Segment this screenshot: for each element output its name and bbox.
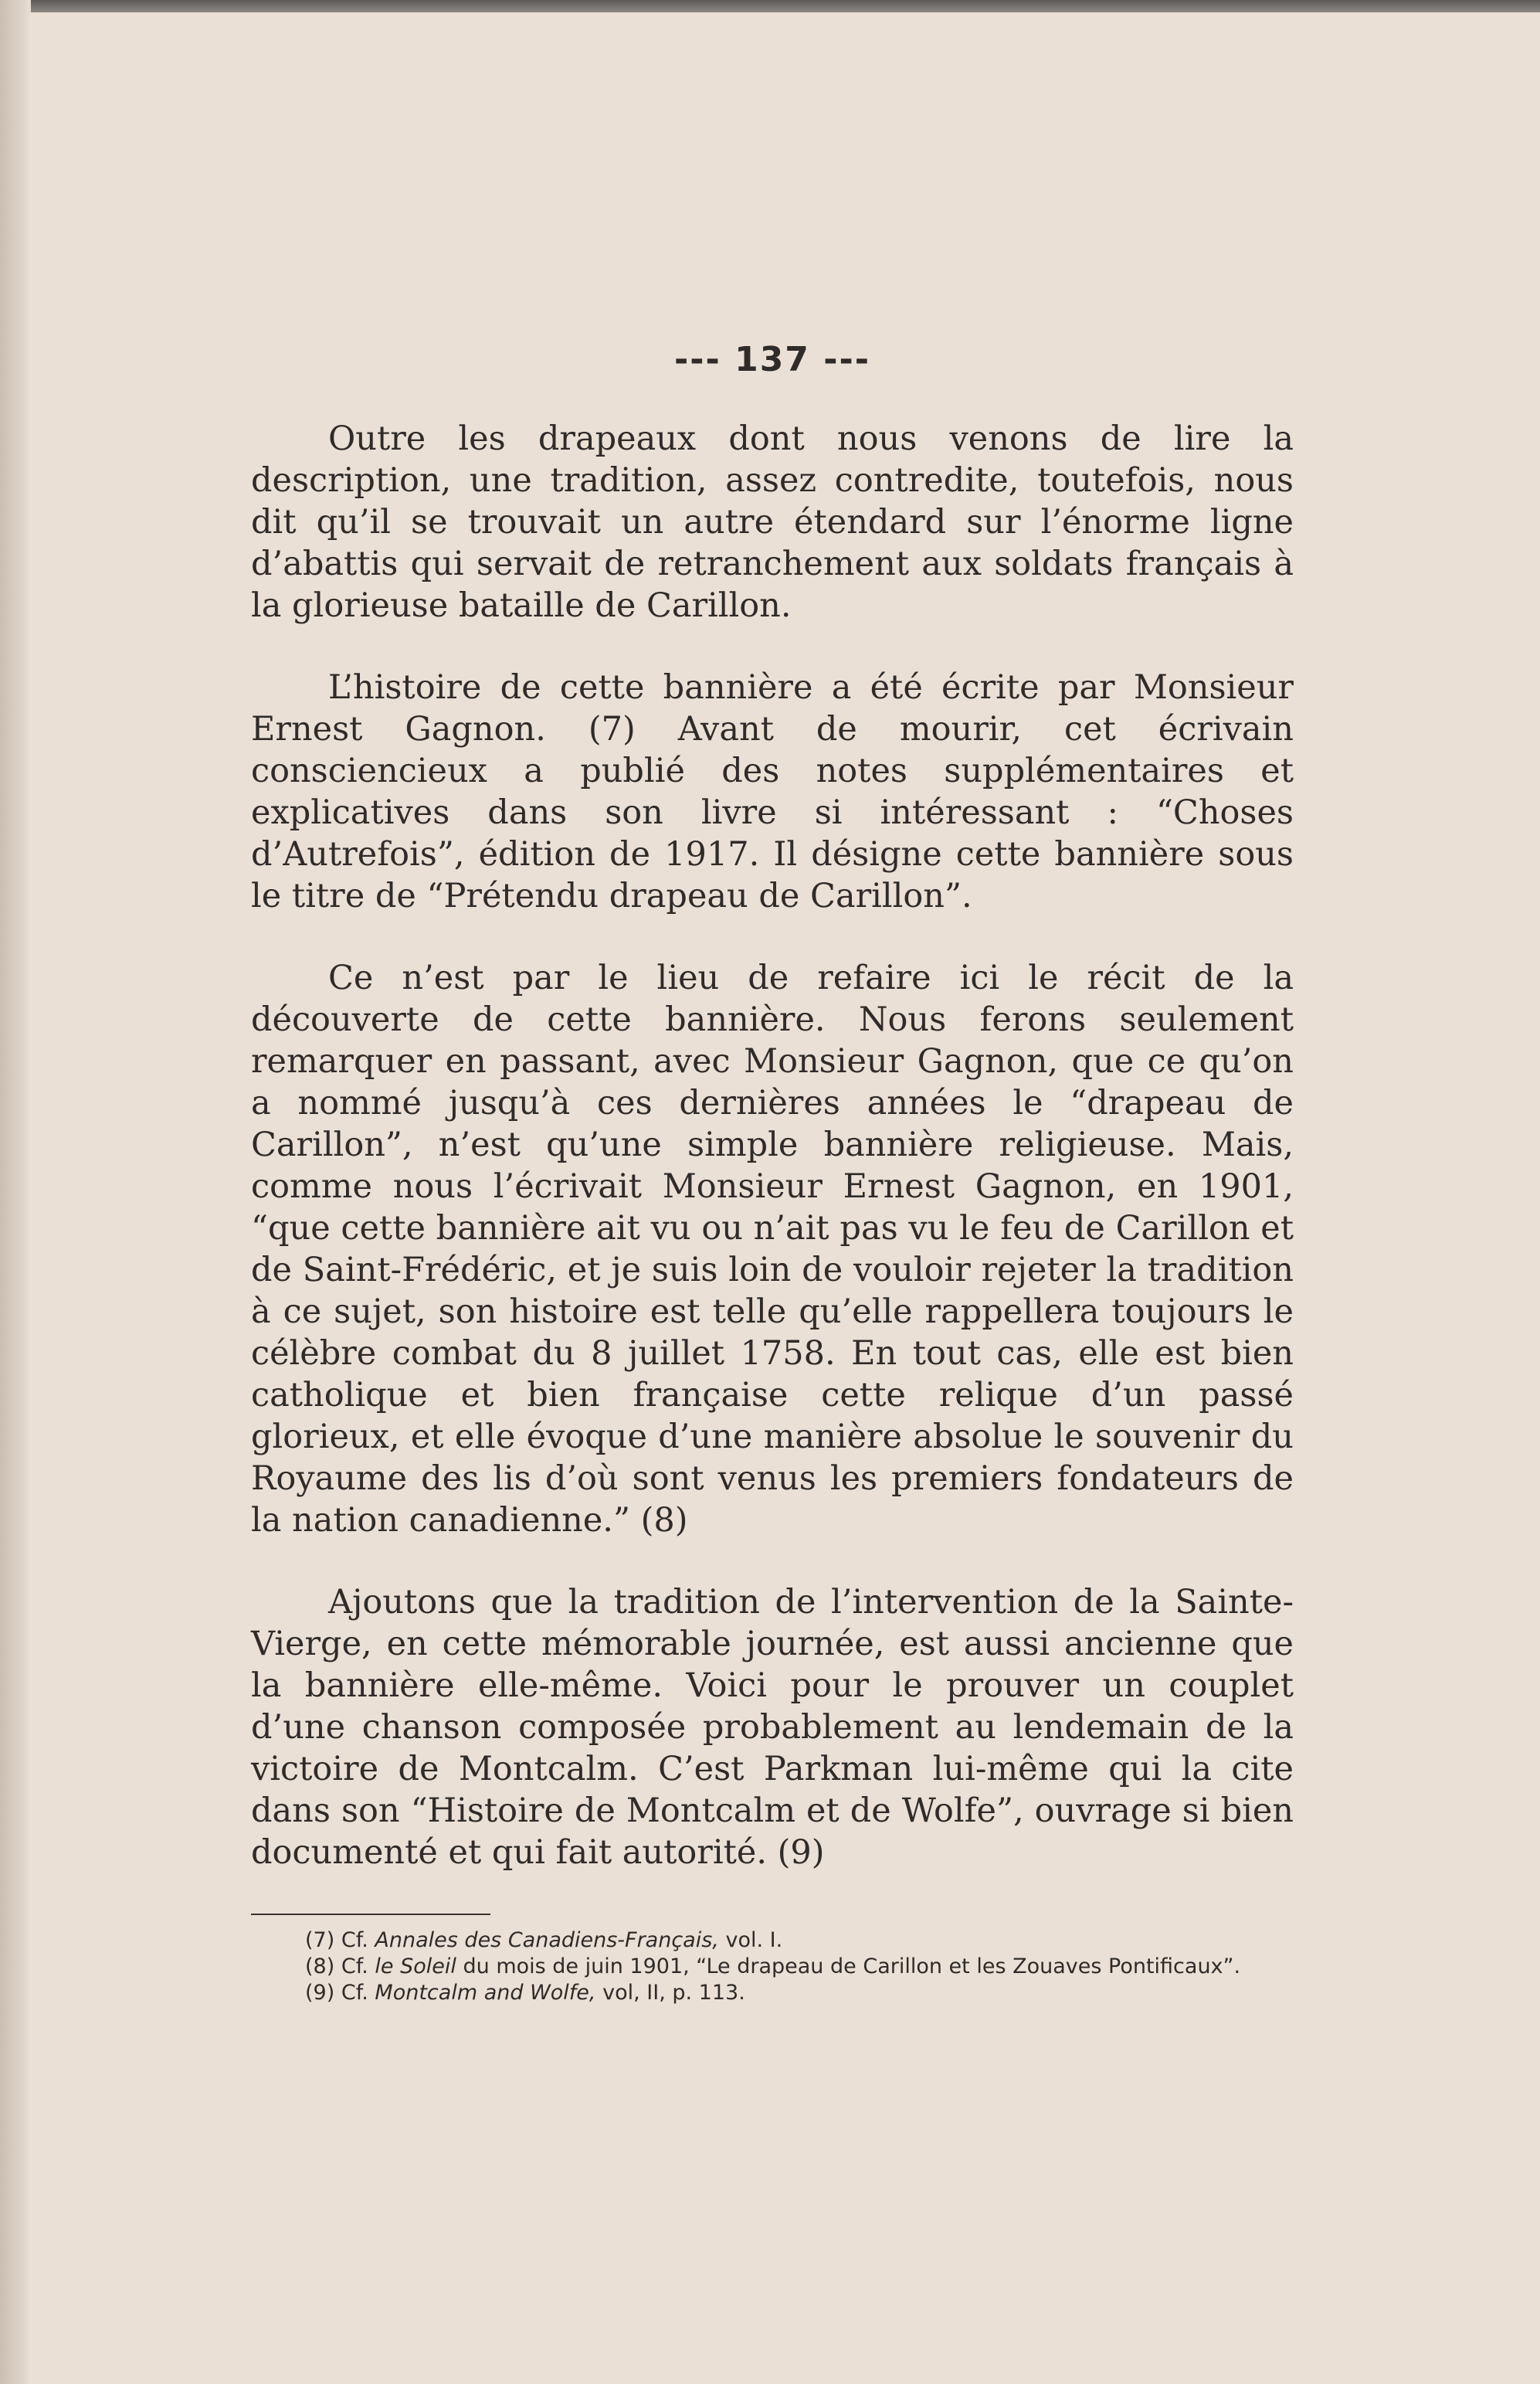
footnote-detail: vol, II, p. 113. — [602, 1981, 745, 2005]
paragraph-4: Ajoutons que la tradition de l’intervention de la Sainte-Vierge, en cette mémorable journée, est aussi ancienne que la bannière elle-même. Voici pour le prouver un couplet d’une chanson composée probablement au lendemain de la victoire de Montcalm. C’est Parkman lui-même qui la cite dans son “Histoire de Montcalm et de Wolfe”, ouvrage si bien documenté et qui fait autorité. (9) — [251, 1583, 1294, 1872]
footnote-prefix: Cf. — [341, 1954, 368, 1978]
footnote-7 — [251, 1927, 1294, 1954]
paragraph-3: Ce n’est par le lieu de refaire ici le récit de la découverte de cette bannière. Nous ferons seulement remarquer en passant, avec Monsieur Gagnon, que ce qu’on a nommé jusqu’à ces dernières années le “drapeau de Carillon”, n’est qu’une simple bannière religieuse. Mais, comme nous l’écrivait Monsieur Ernest Gagnon, en 1901, “que cette bannière ait vu ou n’ait pas vu le feu de Carillon et de Saint-Frédéric, et je suis loin de vouloir rejeter la tradition à ce sujet, son histoire est telle qu’elle rappellera toujours le célèbre combat du 8 juillet 1758. En tout cas, elle est bien catholique et bien française cette relique d’un passé glorieux, et elle évoque d’une manière absolue le souvenir du Royaume des lis d’où sont venus les premiers fondateurs de la nation canadienne.” (8) — [251, 959, 1294, 1540]
footnote-number: (9) — [305, 1981, 335, 2005]
page-number: --- 137 --- — [673, 340, 871, 379]
binding-shadow — [0, 0, 31, 2384]
footnote-8 — [251, 1954, 1294, 1980]
footnote-9 — [251, 1980, 1294, 2006]
footnote-number: (7) — [305, 1928, 335, 1952]
footnote-prefix: Cf. — [341, 1981, 368, 2005]
page-top-edge — [0, 0, 1540, 12]
footnote-rule — [251, 1914, 490, 1915]
footnote-prefix: Cf. — [341, 1928, 368, 1952]
paragraph-1: Outre les drapeaux dont nous venons de lire la description, une tradition, assez contredite, toutefois, nous dit qu’il se trouvait un autre étendard sur l’énorme ligne d’abattis qui servait de retranchement aux soldats français à la glorieuse bataille de Carillon. — [251, 419, 1294, 625]
footnote-number: (8) — [305, 1954, 335, 1978]
footnote-source: le Soleil — [375, 1954, 456, 1978]
footnote-detail: vol. I. — [725, 1928, 783, 1952]
footnote-detail: du mois de juin 1901, “Le drapeau de Carillon et les Zouaves Pontificaux”. — [463, 1954, 1241, 1978]
book-page — [251, 340, 1294, 2006]
footnote-source: Annales des Canadiens-Français, — [375, 1928, 719, 1952]
paragraph-2: L’histoire de cette bannière a été écrite par Monsieur Ernest Gagnon. (7) Avant de mourir, cet écrivain consciencieux a publié des notes supplémentaires et explicatives dans son livre si intéressant : “Choses d’Autrefois”, édition de 1917. Il désigne cette bannière sous le titre de “Prétendu drapeau de Carillon”. — [251, 668, 1294, 915]
footnotes — [251, 1927, 1294, 2006]
footnote-source: Montcalm and Wolfe, — [375, 1981, 596, 2005]
